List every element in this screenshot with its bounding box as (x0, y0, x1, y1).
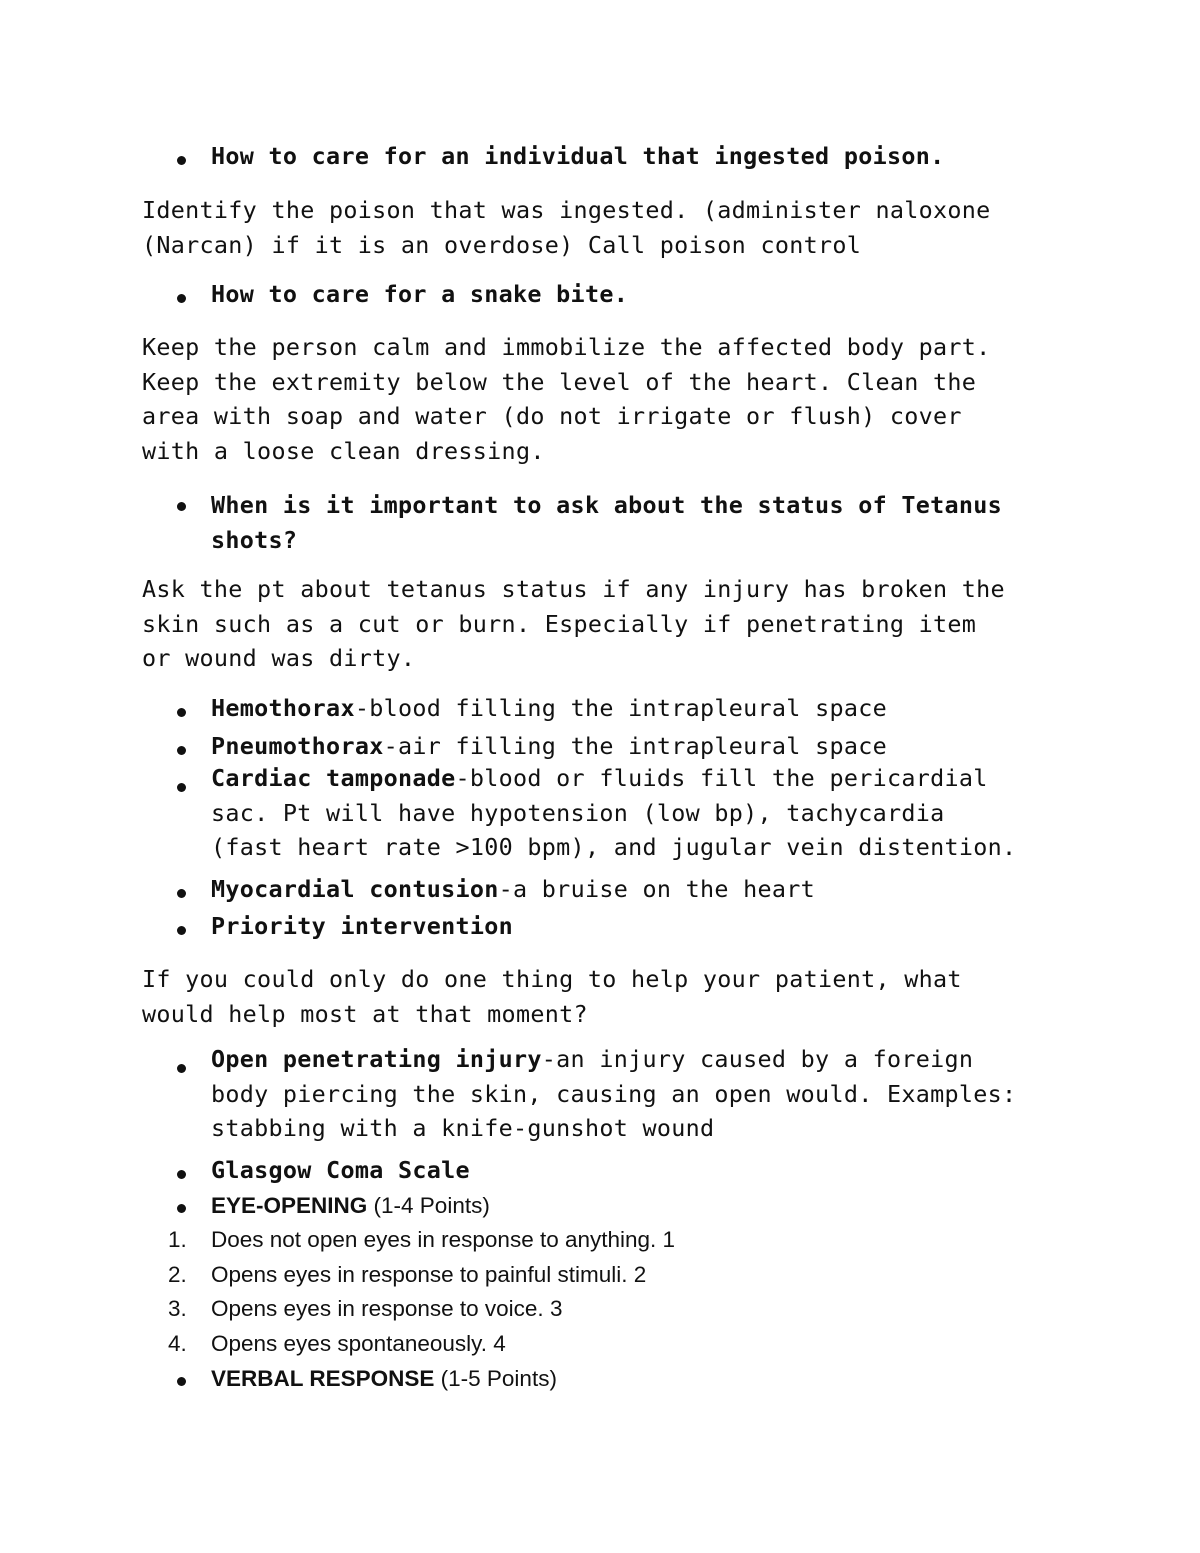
bullet-icon (177, 294, 186, 303)
term-definition: -air filling the intrapleural space (383, 732, 887, 760)
list-text: Opens eyes in response to painful stimuli. 2 (211, 1262, 647, 1287)
list-text: Opens eyes in response to voice. 3 (211, 1296, 563, 1321)
list-number: 2. (168, 1262, 187, 1287)
list-text: Does not open eyes in response to anything. 1 (211, 1227, 676, 1252)
verbal-response-label: VERBAL RESPONSE (211, 1366, 435, 1391)
list-text: Opens eyes spontaneously. 4 (211, 1331, 506, 1356)
list-number: 1. (168, 1227, 187, 1252)
bullet-icon (177, 1064, 186, 1073)
verbal-response-range: (1-5 Points) (434, 1366, 557, 1391)
bullet-icon (177, 1204, 186, 1213)
term-definition: -blood or fluids fill the pericardial sac. Pt will have hypotension (low bp), tachycardia (fast heart rate >100 bpm), and jugular vein distention. (211, 764, 1017, 862)
eye-opening-label: EYE-OPENING (211, 1193, 368, 1218)
question-snake: How to care for a snake bite. (211, 280, 629, 308)
term-label: Priority intervention (211, 912, 514, 940)
answer-priority: If you could only do one thing to help your patient, what would help most at that moment? (142, 965, 962, 1028)
list-number: 3. (168, 1296, 187, 1321)
bullet-icon (177, 926, 186, 935)
question-tetanus: When is it important to ask about the status of Tetanus shots? (211, 491, 1003, 554)
answer-tetanus: Ask the pt about tetanus status if any injury has broken the skin such as a cut or burn. Especially if penetrating item or wound was dirty. (142, 575, 1005, 673)
term-definition: -an injury caused by a foreign body piercing the skin, causing an open would. Examples: stabbing with a knife-gunshot wound (211, 1045, 1017, 1143)
term-label: Cardiac tamponade (211, 764, 456, 792)
question-poison: How to care for an individual that ingested poison. (211, 142, 945, 170)
list-number: 4. (168, 1331, 187, 1356)
term-label: Pneumothorax (211, 732, 384, 760)
bullet-icon (177, 746, 186, 755)
gcs-title: Glasgow Coma Scale (211, 1156, 470, 1184)
bullet-icon (177, 1170, 186, 1179)
eye-opening-range: (1-4 Points) (367, 1193, 490, 1218)
term-label: Myocardial contusion (211, 875, 499, 903)
bullet-icon (177, 156, 186, 165)
term-definition: -blood filling the intrapleural space (354, 694, 887, 722)
answer-poison: Identify the poison that was ingested. (administer naloxone (Narcan) if it is an overdose) Call poison control (142, 196, 991, 259)
answer-snake: Keep the person calm and immobilize the affected body part. Keep the extremity below the level of the heart. Clean the area with soap and water (do not irrigate or flush) cover with a loose clean dressing. (142, 333, 991, 465)
bullet-icon (177, 783, 186, 792)
term-definition: -a bruise on the heart (498, 875, 816, 903)
term-label: Hemothorax (211, 694, 355, 722)
term-label: Open penetrating injury (211, 1045, 542, 1073)
bullet-icon (177, 708, 186, 717)
bullet-icon (177, 1377, 186, 1386)
bullet-icon (177, 889, 186, 898)
bullet-icon (177, 502, 186, 511)
